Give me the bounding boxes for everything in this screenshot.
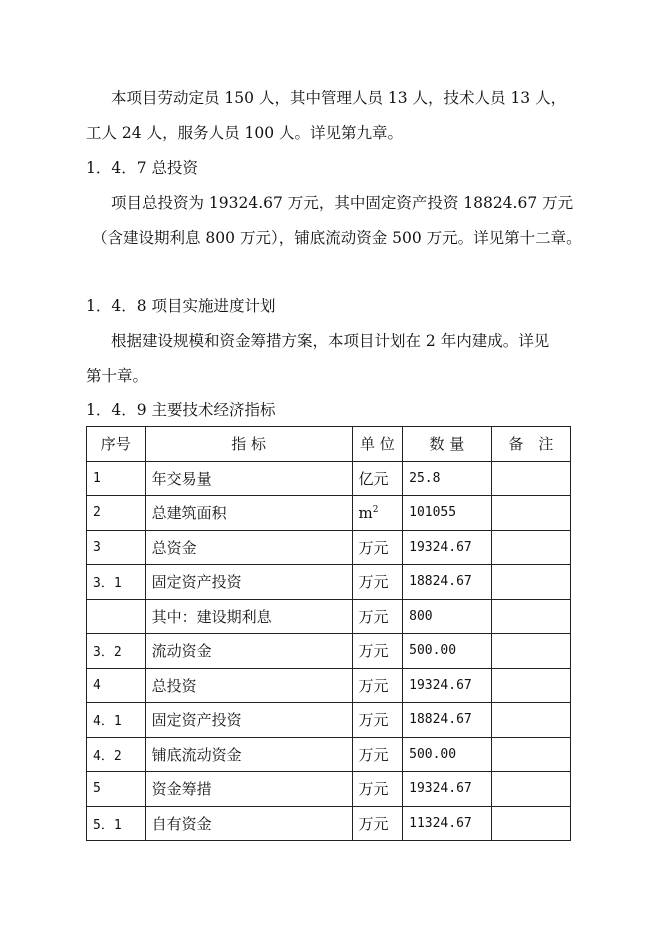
cell-no xyxy=(87,461,146,496)
cell-note xyxy=(491,668,570,703)
cell-no xyxy=(87,668,146,703)
cell-unit-text: m xyxy=(358,503,373,522)
cell-name xyxy=(145,634,352,669)
cell-unit xyxy=(352,496,403,531)
cell-unit-text: 万元 xyxy=(358,711,389,730)
cell-unit xyxy=(352,668,403,703)
cell-no-text: 1 xyxy=(93,470,101,486)
cell-note xyxy=(491,461,570,496)
cell-no xyxy=(87,565,146,600)
cell-no-text: 2 xyxy=(93,505,101,521)
cell-note xyxy=(491,599,570,634)
cell-name xyxy=(145,565,352,600)
cell-name xyxy=(145,668,352,703)
table-row xyxy=(87,565,571,600)
cell-no-text: 3．1 xyxy=(93,576,122,592)
cell-unit xyxy=(352,703,403,738)
cell-qty-text: 800 xyxy=(409,608,433,624)
cell-name-text: 其中：建设期利息 xyxy=(151,607,272,626)
cell-name xyxy=(145,599,352,634)
cell-unit-text: 亿元 xyxy=(358,469,389,488)
table-header-row xyxy=(87,427,571,462)
cell-name xyxy=(145,806,352,841)
table-row xyxy=(87,461,571,496)
cell-name-text: 铺底流动资金 xyxy=(151,745,242,764)
cell-note xyxy=(491,737,570,772)
cell-note xyxy=(491,806,570,841)
cell-unit xyxy=(352,737,403,772)
cell-note xyxy=(491,496,570,531)
investment-line-2: （含建设期利息 800 万元），铺底流动资金 500 万元。详见第十二章。 xyxy=(92,229,582,247)
cell-no xyxy=(87,772,146,807)
cell-note xyxy=(491,565,570,600)
cell-unit-text: 万元 xyxy=(358,573,389,592)
cell-unit xyxy=(352,461,403,496)
header-qty: 数 量 xyxy=(403,427,492,462)
cell-no-text: 4 xyxy=(93,677,101,693)
staffing-line-2: 工人 24 人，服务人员 100 人。详见第九章。 xyxy=(86,124,404,142)
cell-unit-text: 万元 xyxy=(358,607,389,626)
table-row xyxy=(87,530,571,565)
cell-no xyxy=(87,530,146,565)
cell-no-text: 4．2 xyxy=(93,748,122,764)
cell-name-text: 自有资金 xyxy=(151,814,212,833)
staffing-line-1: 本项目劳动定员 150 人，其中管理人员 13 人，技术人员 13 人， xyxy=(111,89,567,107)
cell-qty-text: 101055 xyxy=(409,505,457,521)
cell-no-text: 3 xyxy=(93,539,101,555)
schedule-line-2: 第十章。 xyxy=(86,367,149,385)
cell-unit xyxy=(352,565,403,600)
cell-unit xyxy=(352,806,403,841)
cell-qty-text: 18824.67 xyxy=(409,712,472,728)
cell-qty-text: 11324.67 xyxy=(409,815,472,831)
cell-no xyxy=(87,599,146,634)
cell-no xyxy=(87,737,146,772)
cell-name-text: 总投资 xyxy=(151,676,197,695)
cell-unit-text: 万元 xyxy=(358,642,389,661)
cell-name-text: 固定资产投资 xyxy=(151,573,242,592)
cell-unit xyxy=(352,634,403,669)
cell-qty xyxy=(403,806,492,841)
cell-qty xyxy=(403,599,492,634)
cell-unit-text: 万元 xyxy=(358,814,389,833)
investment-line-1: 项目总投资为 19324.67 万元，其中固定资产投资 18824.67 万元 xyxy=(111,194,574,212)
table-row xyxy=(87,668,571,703)
cell-name-text: 流动资金 xyxy=(151,642,212,661)
cell-qty xyxy=(403,496,492,531)
cell-note xyxy=(491,772,570,807)
unit-superscript: 2 xyxy=(372,504,379,515)
table-row xyxy=(87,806,571,841)
cell-qty-text: 25.8 xyxy=(409,470,441,486)
table-row xyxy=(87,634,571,669)
cell-name xyxy=(145,530,352,565)
cell-qty-text: 19324.67 xyxy=(409,539,472,555)
heading-1-4-9: 1．4．9 主要技术经济指标 xyxy=(86,401,276,419)
cell-qty xyxy=(403,565,492,600)
cell-qty xyxy=(403,530,492,565)
cell-note xyxy=(491,703,570,738)
cell-name-text: 资金筹措 xyxy=(151,780,212,799)
cell-qty-text: 500.00 xyxy=(409,643,457,659)
cell-no xyxy=(87,703,146,738)
cell-qty xyxy=(403,737,492,772)
cell-no-text: 5．1 xyxy=(93,817,122,833)
cell-no xyxy=(87,806,146,841)
heading-1-4-8: 1．4．8 项目实施进度计划 xyxy=(86,297,276,315)
header-unit: 单 位 xyxy=(352,427,403,462)
cell-no-text: 4．1 xyxy=(93,714,122,730)
table-row xyxy=(87,599,571,634)
cell-qty xyxy=(403,703,492,738)
cell-qty xyxy=(403,668,492,703)
cell-name-text: 固定资产投资 xyxy=(151,711,242,730)
cell-name xyxy=(145,461,352,496)
cell-no xyxy=(87,634,146,669)
table-row xyxy=(87,703,571,738)
cell-qty xyxy=(403,461,492,496)
table-row xyxy=(87,496,571,531)
cell-name-text: 年交易量 xyxy=(151,469,212,488)
cell-qty xyxy=(403,772,492,807)
cell-unit-text: 万元 xyxy=(358,745,389,764)
cell-no-text: 3．2 xyxy=(93,645,122,661)
technical-economic-indicators-table xyxy=(86,426,571,841)
cell-unit xyxy=(352,530,403,565)
cell-note xyxy=(491,634,570,669)
cell-name-text: 总资金 xyxy=(151,538,197,557)
cell-unit-text: 万元 xyxy=(358,538,389,557)
cell-unit xyxy=(352,599,403,634)
cell-name xyxy=(145,496,352,531)
cell-no-text: 5 xyxy=(93,781,101,797)
cell-name xyxy=(145,737,352,772)
heading-1-4-7: 1．4．7 总投资 xyxy=(86,159,199,177)
header-no: 序号 xyxy=(87,427,146,462)
cell-name xyxy=(145,703,352,738)
cell-qty-text: 19324.67 xyxy=(409,677,472,693)
cell-no xyxy=(87,496,146,531)
cell-qty xyxy=(403,634,492,669)
schedule-line-1: 根据建设规模和资金筹措方案，本项目计划在 2 年内建成。详见 xyxy=(111,332,550,350)
cell-name xyxy=(145,772,352,807)
header-name: 指 标 xyxy=(145,427,352,462)
header-note: 备 注 xyxy=(491,427,570,462)
cell-qty-text: 18824.67 xyxy=(409,574,472,590)
cell-qty-text: 19324.67 xyxy=(409,781,472,797)
cell-unit xyxy=(352,772,403,807)
cell-qty-text: 500.00 xyxy=(409,746,457,762)
cell-note xyxy=(491,530,570,565)
cell-name-text: 总建筑面积 xyxy=(151,504,227,523)
cell-unit-text: 万元 xyxy=(358,780,389,799)
cell-unit-text: 万元 xyxy=(358,676,389,695)
table-row xyxy=(87,772,571,807)
table-row xyxy=(87,737,571,772)
